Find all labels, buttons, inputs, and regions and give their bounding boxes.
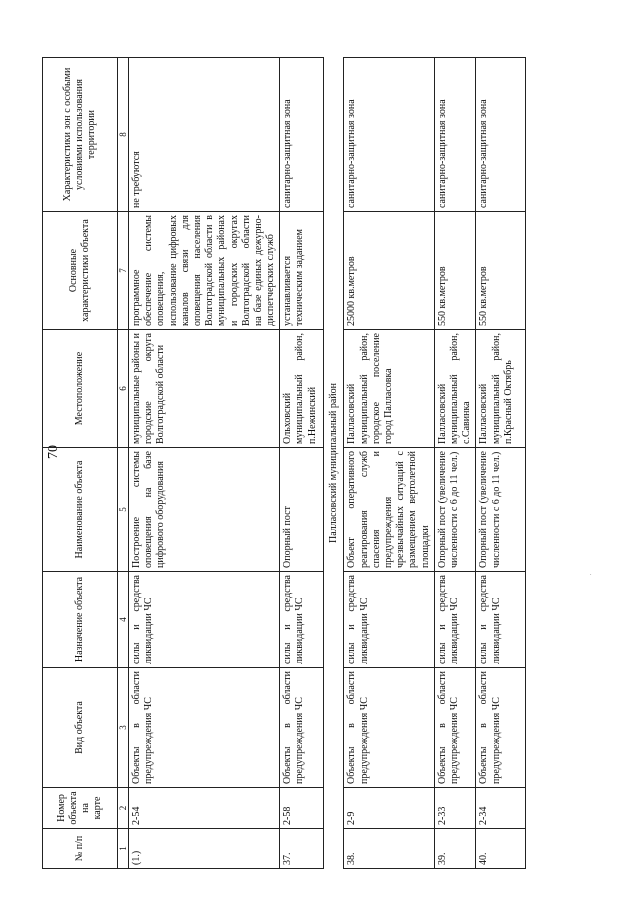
object-name: Опорный пост (увеличение численности с 6 до 11 чел.) bbox=[434, 448, 476, 572]
header-characteristics: Основные характеристики объекта bbox=[43, 212, 118, 330]
column-number: 3 bbox=[118, 668, 129, 788]
object-name: Опорный пост (увеличение численности с 6 до 11 чел.) bbox=[476, 448, 526, 572]
map-number: 2-9 bbox=[344, 788, 434, 829]
object-name: Объект оперативного реагирования служб спасения и предупреждения чрезвычайных ситуаций с размещением вертолетной площадки bbox=[344, 448, 434, 572]
row-number: (1.) bbox=[129, 829, 280, 869]
object-location: Палласовский муниципальный район, с.Савинка bbox=[434, 330, 476, 448]
table-row bbox=[280, 58, 324, 869]
district-heading-row bbox=[324, 58, 344, 869]
object-purpose: силы и средства ликвидации ЧС bbox=[280, 572, 324, 668]
column-number-row bbox=[118, 58, 129, 869]
zone-characteristics: санитарно-защитная зона bbox=[344, 58, 434, 212]
column-number: 7 bbox=[118, 212, 129, 330]
column-number: 5 bbox=[118, 448, 129, 572]
map-number: 2-34 bbox=[476, 788, 526, 829]
page-number: 70 bbox=[46, 445, 61, 459]
object-purpose: силы и средства ликвидации ЧС bbox=[476, 572, 526, 668]
row-number: 38. bbox=[344, 829, 434, 869]
zone-characteristics: не требуются bbox=[129, 58, 280, 212]
object-kind: Объекты в области предупреждения ЧС bbox=[280, 668, 324, 788]
header-map-number: Номер объекта на карте bbox=[43, 788, 118, 829]
margin-mark: . bbox=[590, 571, 592, 577]
map-number: 2-58 bbox=[280, 788, 324, 829]
zone-characteristics: санитарно-защитная зона bbox=[434, 58, 476, 212]
column-number: 6 bbox=[118, 330, 129, 448]
object-characteristics: 25000 кв.метров bbox=[344, 212, 434, 330]
row-number: 37. bbox=[280, 829, 324, 869]
object-purpose: силы и средства ликвидации ЧС bbox=[129, 572, 280, 668]
object-kind: Объекты в области предупреждения ЧС bbox=[129, 668, 280, 788]
object-kind: Объекты в области предупреждения ЧС bbox=[344, 668, 434, 788]
header-zones: Характеристики зон с особыми условиями использования территории bbox=[43, 58, 118, 212]
table-row bbox=[434, 58, 476, 869]
object-characteristics: 550 кв.метров bbox=[434, 212, 476, 330]
object-name: Построение системы оповещения на базе цифрового оборудования bbox=[129, 448, 280, 572]
table-row bbox=[476, 58, 526, 869]
object-characteristics: программное обеспечение системы оповещения, использование цифровых каналов связи для оповещения населения Волгоградской области в муниципальных районах и городских округах Волгоградской области на базе единых дежурно-диспетчерских служб bbox=[129, 212, 280, 330]
header-location: Местоположение bbox=[43, 330, 118, 448]
object-location: муниципальные районы и городские округа Волгоградской области bbox=[129, 330, 280, 448]
map-number: 2-54 bbox=[129, 788, 280, 829]
column-number: 8 bbox=[118, 58, 129, 212]
object-kind: Объекты в области предупреждения ЧС bbox=[476, 668, 526, 788]
zone-characteristics: санитарно-защитная зона bbox=[280, 58, 324, 212]
table-row bbox=[129, 58, 280, 869]
column-number: 4 bbox=[118, 572, 129, 668]
object-kind: Объекты в области предупреждения ЧС bbox=[434, 668, 476, 788]
object-location: Ольховский муниципальный район, п.Нежинский bbox=[280, 330, 324, 448]
header-no: № п/п bbox=[43, 829, 118, 869]
column-number: 1 bbox=[118, 829, 129, 869]
row-number: 40. bbox=[476, 829, 526, 869]
object-characteristics: устанавливается техническим заданием bbox=[280, 212, 324, 330]
table-row bbox=[344, 58, 434, 869]
object-purpose: силы и средства ликвидации ЧС bbox=[434, 572, 476, 668]
zone-characteristics: санитарно-защитная зона bbox=[476, 58, 526, 212]
object-purpose: силы и средства ликвидации ЧС bbox=[344, 572, 434, 668]
header-purpose: Назначение объекта bbox=[43, 572, 118, 668]
district-heading: Палласовский муниципальный район bbox=[324, 58, 344, 869]
object-name: Опорный пост bbox=[280, 448, 324, 572]
header-name: Наименование объекта bbox=[43, 448, 118, 572]
objects-table bbox=[42, 57, 526, 869]
header-kind: Вид объекта bbox=[43, 668, 118, 788]
object-characteristics: 550 кв.метров bbox=[476, 212, 526, 330]
row-number: 39. bbox=[434, 829, 476, 869]
rotated-table-container bbox=[42, 58, 542, 869]
object-location: Палласовский муниципальный район, п.Красный Октябрь bbox=[476, 330, 526, 448]
column-number: 2 bbox=[118, 788, 129, 829]
header-row bbox=[43, 58, 118, 869]
object-location: Палласовский муниципальный район, городское поселение город Палласовка bbox=[344, 330, 434, 448]
map-number: 2-33 bbox=[434, 788, 476, 829]
